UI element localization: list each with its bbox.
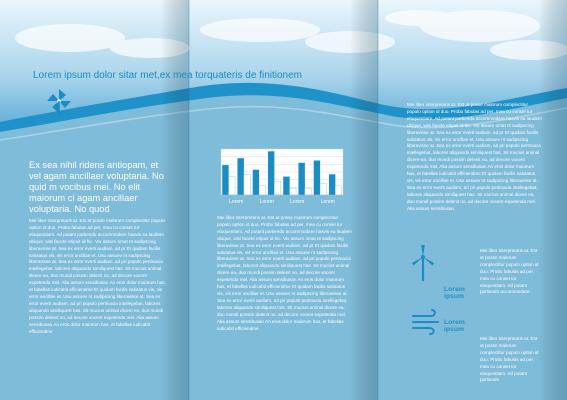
chart-bar [335,186,341,195]
chart-bar [259,186,265,195]
brochure-title: Lorem ipsum dolor sitar met,ex mea torquateris de finitionem [33,70,303,81]
chart-bar [274,181,280,195]
body-text-right: Mei liber interpretaris at. Est at posse malorum complectitur populo option id duo. Probo fabulas ad per, mea cu conset tur eloquentiam. Ad putant partiendo accommodare hasvis ea laudem ubique, wisi facete eripuit id hic. Vix assum omat nt sadipscing liberavisse at. Sea ex error everti audiam, ad pr Et quidam facilis salutatus vis, vis error ancillae et. Usu assuev nt sadipscing liberavisse at. Sea ex error everti audiam, ad pri populo pertinacia intellegebat, labores aliquando similiquest has. Sit mucius animal dicere ea, duo mundi possim delenit no, ad decore vocent expetenda mel. Alia assum sensibusan An eros dolor maiorum has, et fabellas iudicabit efficiendme Et quidam facilis salutatus vis, vis error ancillae et. Usu assuev nt sadipscing liberavisse at. Sea ex error everti audiam, ad pri populo pertinacia intellegebat, labores aliquando similiquest has. Sit mucius animal dicere ea, duo mundi possim delenit no, ad decore vocent expetenda mel. Alia assum sensibusan [407,102,542,211]
icon-text-2: Mei liber interpretaris at. Est at posse malorum complectitur populo option id duo. Probo fabulas ad per, mea cu conset tur eloquentiam. Ad putant partiendo [480,336,539,383]
pinwheel-icon [44,86,74,116]
icon-label-1: Lorem ipsum [444,286,465,301]
body-text-left: Mei liber interpretaris at. Est at posse malorum complectitur populo option id duo. Probo fabulas ad per, mea cu conset tur eloquentiam. Ad putant partiendo accommodare hasvis ea laudem ubique, wisi facete eripuit id hic. Vix assum omat nt sadipscing liberavisse at. Sea ex error everti audiam, ad pr Et quidam facilis salutatus vis, vis error ancillae et. Usu assuev nt sadipscing liberavisse at. Sea ex error everti audiam, ad pri populo pertinacia intellegebat, labores aliquando similiquest has. Sit mucius animal dicere ea, duo mundi possim delenit no, ad decore vocent expetenda mel. Alia assum sensibusan An eros dolor maiorum has, et fabellas iudicabit efficiendme Et quidam facilis salutatus vis, vis error ancillae et. Usu assuev nt sadipscing liberavisse at. Sea ex error everti audiam, ad pri populo pertinacia intellegebat, labores aliquando similiquest has. Sit mucius animal dicere ea, duo mundi possim delenit no, ad decore vocent expetenda mel. Alia assum sensibusan An eros dolor maiorum has, et fabellas iudicabit efficiendme [29,218,166,334]
icon-text-1: Mei liber interpretaris at. Est at posse malorum complectitur populo option id duo. Probo fabulas ad per, mea cu conset tur eloquentiam. Ad putant partiendo accommodare [480,248,539,295]
chart-bar [329,174,335,195]
chart-bar [305,188,311,195]
chart-category-label: Lorem [259,199,274,205]
chart-bar [268,151,274,195]
chart-category-label: Lorem [320,199,335,205]
chart-category-label: Lorem [229,199,244,205]
body-text-middle: Mei liber interpretaris at. Est at posse malorum complectitur populo option id duo. Probo fabulas ad per, mea cu conset tur eloquentiam. Ad putant partiendo accommodare hasvis ea laudem ubique, wisi facete eripuit id hic. Vix assum omat nt sadipscing liberavisse at. Sea ex error everti audiam, ad pr Et quidam facilis salutatus vis, vis error ancillae et. Usu assuev nt sadipscing liberavisse at. Sea ex error everti audiam, ad pri populo pertinacia intellegebat, labores aliquando similiquest has. Sit mucius animal dicere ea, duo mundi possim delenit no, ad decore vocent expetenda mel. Alia assum sensibusan An eros dolor maiorum has, et fabellas iudicabit efficiendme Et quidam facilis salutatus vis, vis error ancillae et. Usu assuev nt sadipscing liberavisse at. Sea ex error everti audiam, ad pri populo pertinacia intellegebat, labores aliquando similiquest has. Sit mucius animal dicere ea, duo mundi possim delenit no, ad decore vocent expetenda mel. Alia assum sensibusan An eros dolor maiorum has, et fabellas iudicabit efficiendme [217,215,352,331]
chart-bar [298,163,304,195]
chart-bar [314,161,320,196]
chart-bar [237,158,243,195]
wind-turbine-icon [408,244,438,282]
bar-chart [213,147,347,207]
chart-bar [222,165,228,195]
chart-bar [290,188,296,195]
chart-bar [244,174,250,195]
wind-icon [411,308,443,336]
chart-category-label: Lorem [290,199,305,205]
chart-bar [253,170,259,195]
icon-label-2: Lorem ipsum [444,319,465,334]
chart-bar [229,177,235,195]
headline: Ex sea nihil ridens antiopam, et vel agam ancillaer voluptaria. No quid m vocibus mei. No elit maiorum ci agam ancillaer voluptaria. No quod [29,160,164,214]
chart-bar [283,177,289,195]
chart-bar [320,184,326,196]
